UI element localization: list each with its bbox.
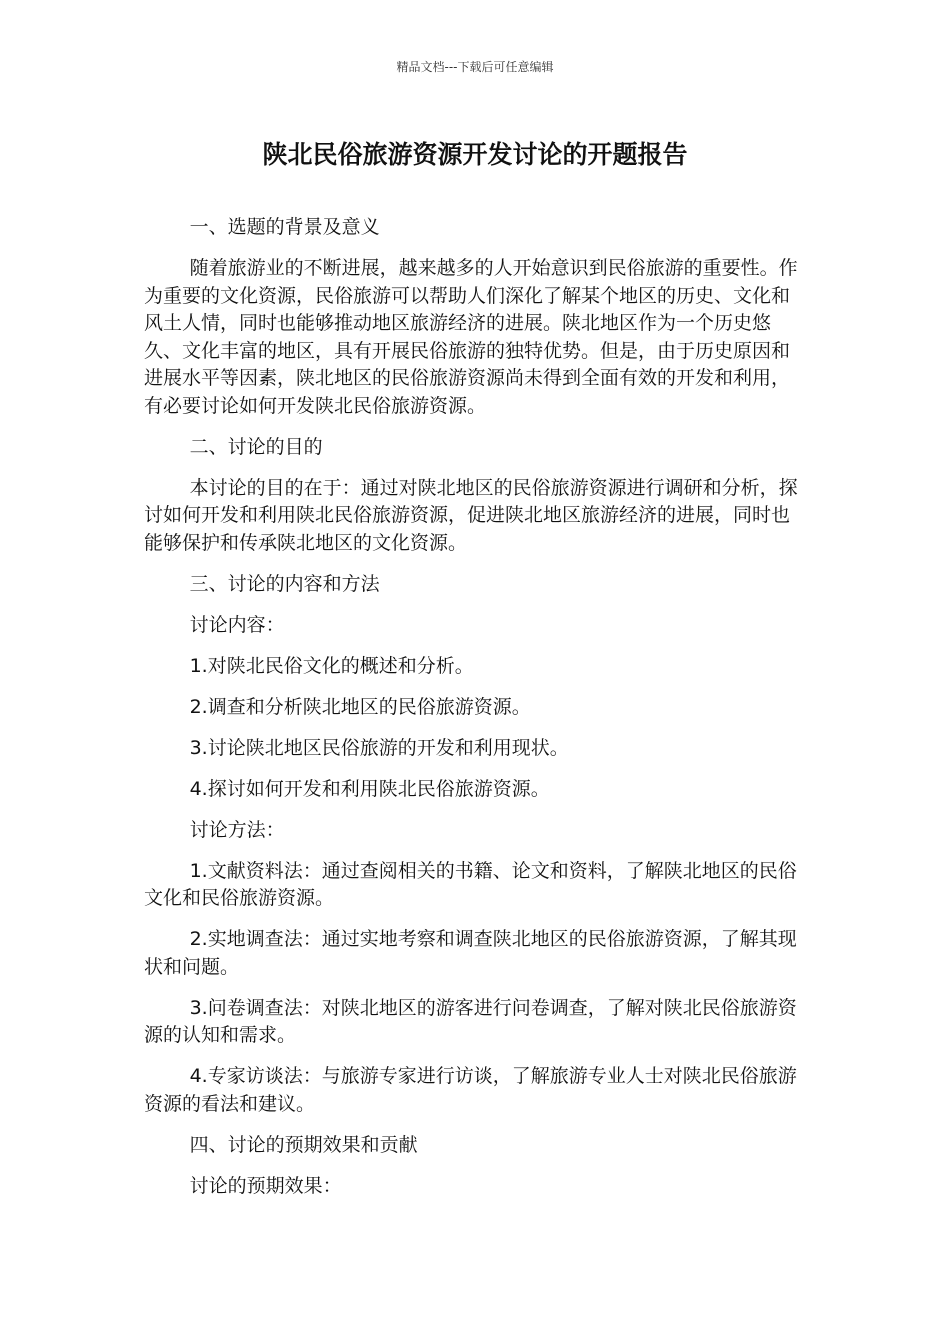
content-item: 2.调查和分析陕北地区的民俗旅游资源。 xyxy=(189,695,531,718)
section-heading-expected-effect: 四、讨论的预期效果和贡献 xyxy=(189,1133,418,1156)
paragraph-purpose: 本讨论的目的在于：通过对陕北地区的民俗旅游资源进行调研和分析，探讨如何开发和利用陕北民俗旅游资源，促进陕北地区旅游经济的进展，同时也能够保护和传承陕北地区的文化资源。 xyxy=(144,476,798,554)
header-note: 精品文档---下载后可任意编辑 xyxy=(396,60,554,74)
section-heading-background: 一、选题的背景及意义 xyxy=(189,216,380,238)
expected-effect-label: 讨论的预期效果： xyxy=(189,1174,342,1197)
method-item: 3.问卷调查法：对陕北地区的游客进行问卷调查，了解对陕北民俗旅游资源的认知和需求。 xyxy=(144,996,797,1046)
content-item: 1.对陕北民俗文化的概述和分析。 xyxy=(189,654,474,677)
section-heading-content-method: 三、讨论的内容和方法 xyxy=(189,572,380,595)
content-item: 3.讨论陕北地区民俗旅游的开发和利用现状。 xyxy=(189,736,569,759)
content-label: 讨论内容： xyxy=(189,613,285,636)
method-item: 1.文献资料法：通过查阅相关的书籍、论文和资料，了解陕北地区的民俗文化和民俗旅游资源。 xyxy=(144,859,797,909)
content-item: 4.探讨如何开发和利用陕北民俗旅游资源。 xyxy=(189,777,550,800)
method-item: 2.实地调查法：通过实地考察和调查陕北地区的民俗旅游资源，了解其现状和问题。 xyxy=(144,928,797,978)
section-heading-purpose: 二、讨论的目的 xyxy=(189,435,323,458)
method-label: 讨论方法： xyxy=(189,818,285,841)
document-title: 陕北民俗旅游资源开发讨论的开题报告 xyxy=(262,140,688,169)
paragraph-background: 随着旅游业的不断进展，越来越多的人开始意识到民俗旅游的重要性。作为重要的文化资源，民俗旅游可以帮助人们深化了解某个地区的历史、文化和风土人情，同时也能够推动地区旅游经济的进展。陕北地区作为一个历史悠久、文化丰富的地区，具有开展民俗旅游的独特优势。但是，由于历史原因和进展水平等因素，陕北地区的民俗旅游资源尚未得到全面有效的开发和利用，有必要讨论如何开发陕北民俗旅游资源。 xyxy=(144,257,798,417)
method-item: 4.专家访谈法：与旅游专家进行访谈，了解旅游专业人士对陕北民俗旅游资源的看法和建议。 xyxy=(144,1065,797,1115)
document-body xyxy=(144,214,798,1214)
